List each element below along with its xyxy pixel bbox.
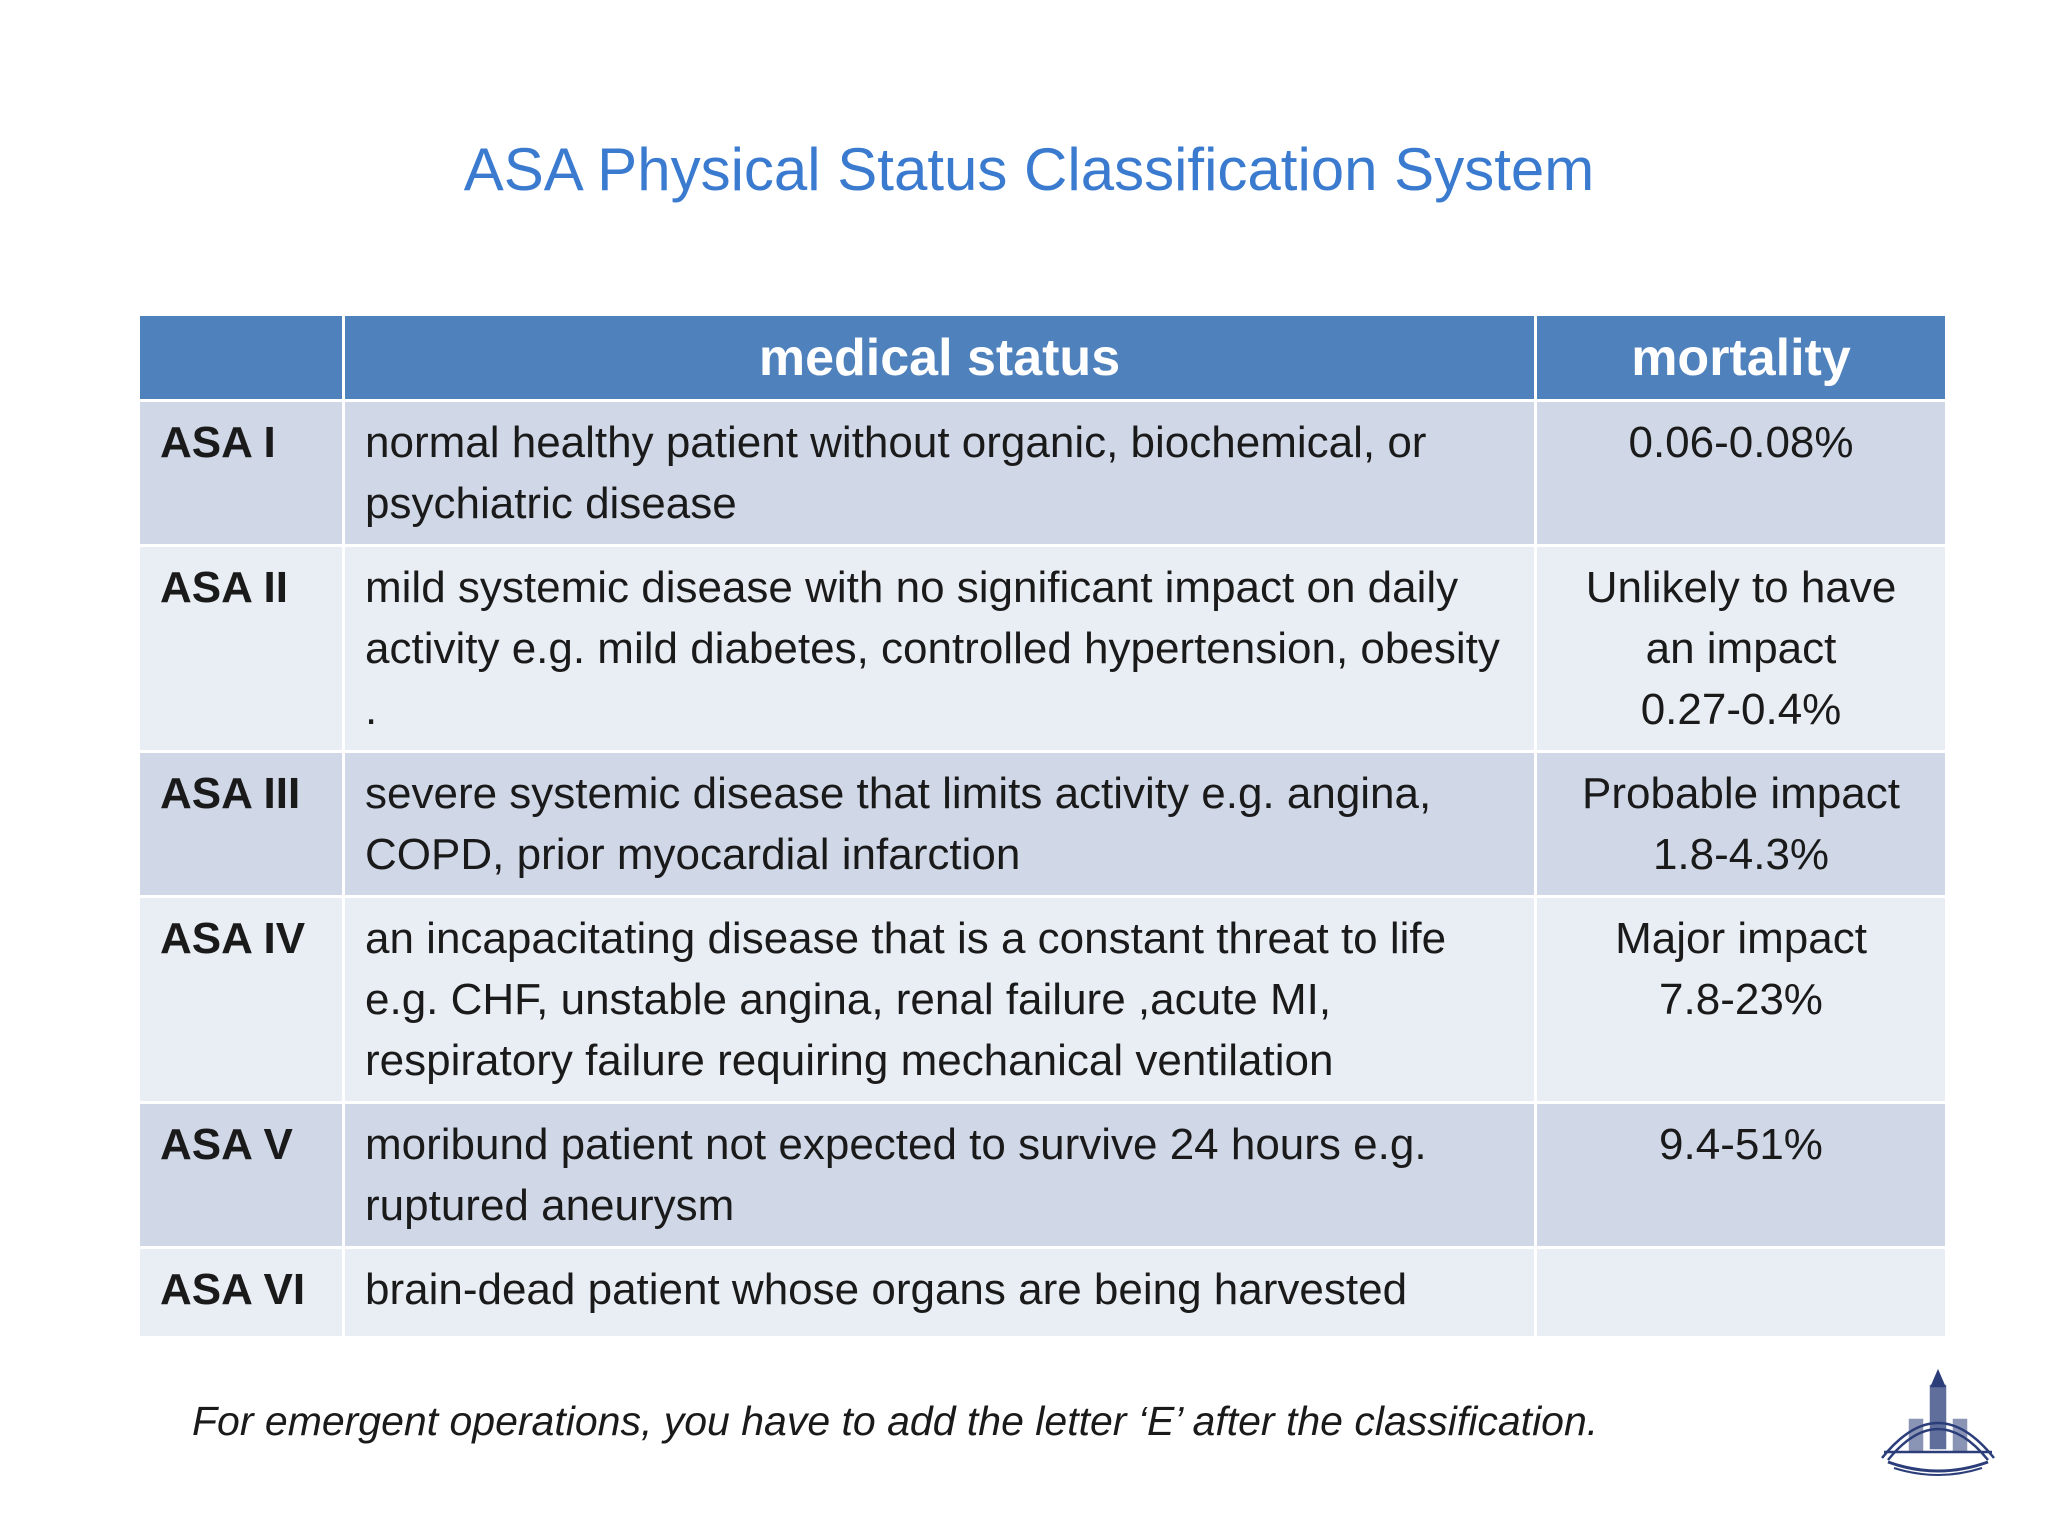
header-mortality: mortality (1536, 315, 1947, 401)
table-row (139, 1248, 1947, 1338)
mortality-line: 0.27-0.4% (1640, 685, 1842, 734)
mortality-cell (1536, 1103, 1947, 1248)
university-emblem-icon (1878, 1368, 1998, 1480)
asa-class-cell: ASA V (139, 1103, 344, 1248)
asa-class-cell: ASA II (139, 546, 344, 752)
medical-status-cell: severe systemic disease that limits activity e.g. angina, COPD, prior myocardial infarction (344, 752, 1536, 897)
footnote: For emergent operations, you have to add the letter ‘E’ after the classification. (192, 1398, 1599, 1444)
table-row (139, 401, 1947, 546)
asa-class-cell: ASA III (139, 752, 344, 897)
asa-class-cell: ASA VI (139, 1248, 344, 1338)
table-row (139, 752, 1947, 897)
slide-title: ASA Physical Status Classification System (463, 136, 1595, 203)
medical-status-cell: an incapacitating disease that is a constant threat to life e.g. CHF, unstable angina, renal failure ,acute MI, respiratory failure requiring mechanical ventilation (344, 897, 1536, 1103)
mortality-line: an impact (1645, 624, 1837, 673)
mortality-line: 7.8-23% (1659, 975, 1823, 1024)
asa-class-cell: ASA IV (139, 897, 344, 1103)
header-medical-status: medical status (344, 315, 1536, 401)
mortality-line: 9.4-51% (1659, 1120, 1823, 1169)
table-row (139, 1103, 1947, 1248)
medical-status-cell: mild systemic disease with no significant impact on daily activity e.g. mild diabetes, controlled hypertension, obesity . (344, 546, 1536, 752)
mortality-line: 1.8-4.3% (1652, 830, 1830, 879)
asa-class-cell: ASA I (139, 401, 344, 546)
mortality-line: Major impact (1615, 914, 1867, 963)
mortality-cell (1536, 897, 1947, 1103)
table-header-row (139, 315, 1947, 401)
mortality-cell (1536, 546, 1947, 752)
header-class (139, 315, 344, 401)
mortality-cell (1536, 401, 1947, 546)
mortality-line: Unlikely to have (1585, 563, 1897, 612)
medical-status-cell: brain-dead patient whose organs are being harvested (344, 1248, 1536, 1338)
mortality-line: Probable impact (1582, 769, 1900, 818)
mortality-cell (1536, 1248, 1947, 1338)
table-row (139, 897, 1947, 1103)
table-row (139, 546, 1947, 752)
mortality-cell (1536, 752, 1947, 897)
asa-classification-table (137, 313, 1948, 1339)
medical-status-cell: moribund patient not expected to survive 24 hours e.g. ruptured aneurysm (344, 1103, 1536, 1248)
mortality-line: 0.06-0.08% (1628, 418, 1854, 467)
medical-status-cell: normal healthy patient without organic, biochemical, or psychiatric disease (344, 401, 1536, 546)
